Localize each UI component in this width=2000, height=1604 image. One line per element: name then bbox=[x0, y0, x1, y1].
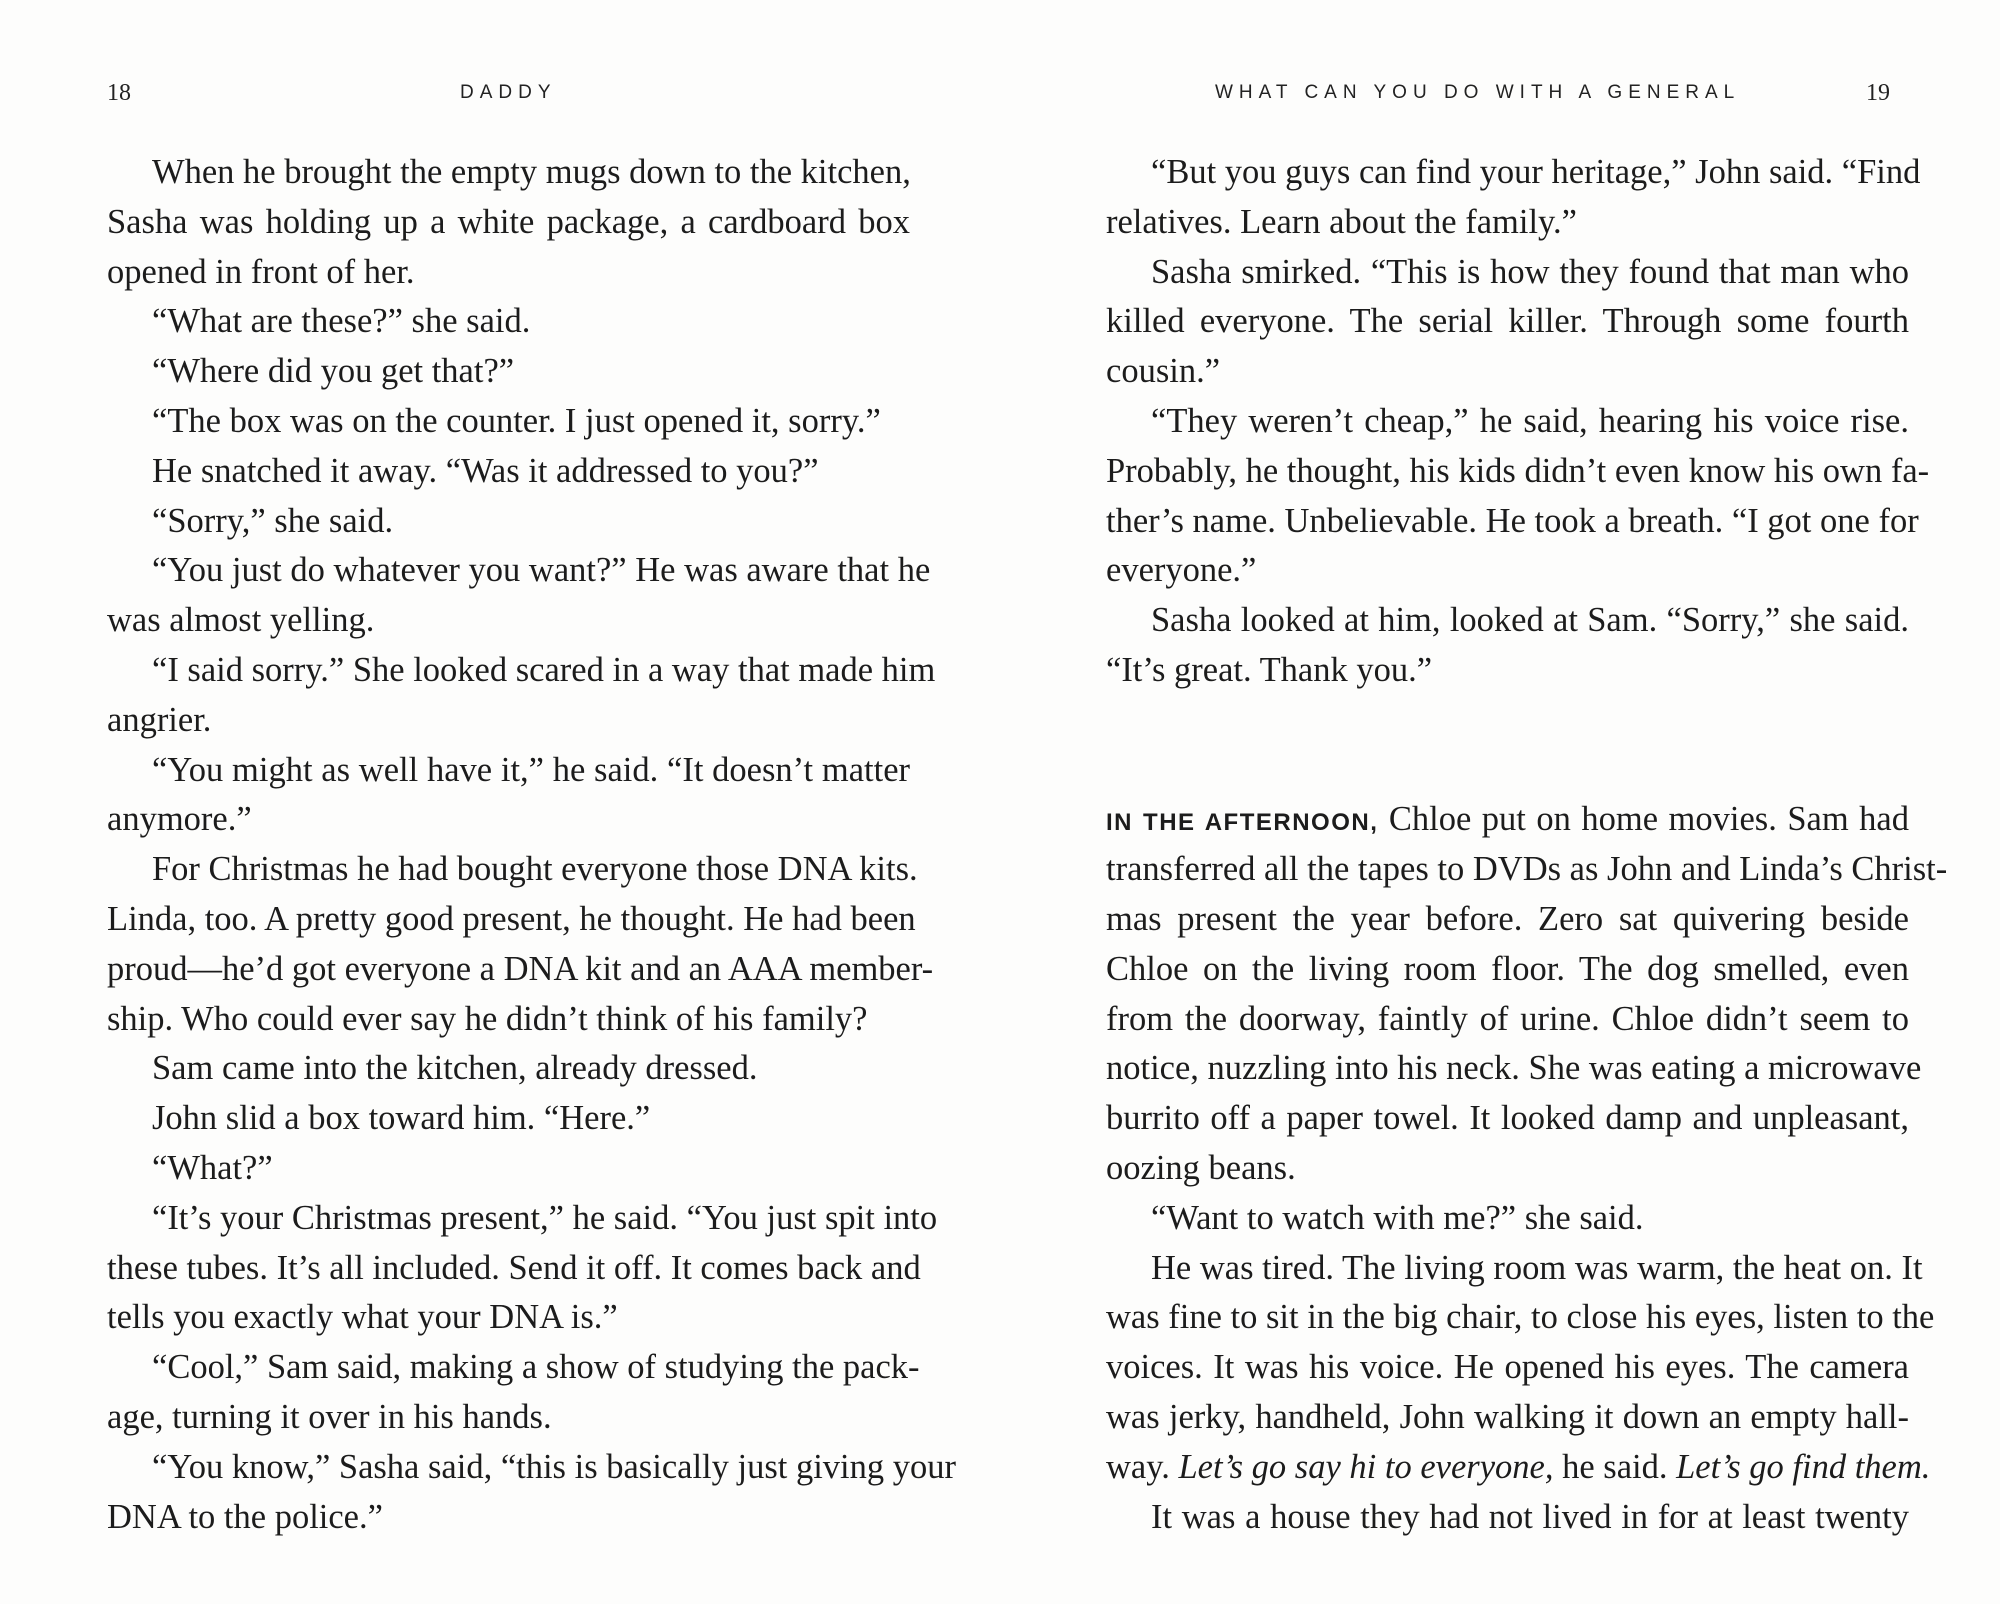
text-line: Chloe on the living room floor. The dog smelled, even bbox=[1106, 949, 1909, 988]
line-text: way. bbox=[1106, 1447, 1179, 1486]
line-text: he said. bbox=[1553, 1447, 1677, 1486]
text-line: mas present the year before. Zero sat quivering beside bbox=[1106, 899, 1909, 938]
text-line: oozing beans. bbox=[1106, 1148, 1296, 1187]
text-line: ther’s name. Unbelievable. He took a breath. “I got one for bbox=[1106, 501, 1919, 540]
text-line: “What?” bbox=[152, 1148, 273, 1187]
text-line bbox=[1106, 795, 1909, 845]
text-line: ship. Who could ever say he didn’t think of his family? bbox=[107, 999, 868, 1038]
italic-text: Let’s go say hi to everyone, bbox=[1178, 1447, 1554, 1486]
text-line: was fine to sit in the big chair, to close his eyes, listen to the bbox=[1106, 1298, 1935, 1337]
right-page bbox=[1000, 0, 2000, 1604]
text-line: “Sorry,” she said. bbox=[152, 501, 394, 540]
text-line: cousin.” bbox=[1106, 352, 1221, 391]
text-line: Sam came into the kitchen, already dressed. bbox=[152, 1049, 758, 1088]
text-line: burrito off a paper towel. It looked damp and unpleasant, bbox=[1106, 1099, 1909, 1138]
page-number: 18 bbox=[107, 80, 131, 106]
text-line: angrier. bbox=[107, 700, 212, 739]
text-line: “Cool,” Sam said, making a show of studying the pack- bbox=[152, 1348, 920, 1387]
body-text bbox=[107, 148, 956, 1542]
text-line: relatives. Learn about the family.” bbox=[1106, 202, 1577, 241]
text-line bbox=[1106, 746, 1909, 796]
page-number: 19 bbox=[1866, 80, 1890, 106]
text-line: Sasha was holding up a white package, a cardboard box bbox=[107, 202, 910, 241]
text-line: For Christmas he had bought everyone those DNA kits. bbox=[152, 850, 918, 889]
text-line: Sasha looked at him, looked at Sam. “Sorry,” she said. bbox=[1151, 601, 1909, 640]
text-line: notice, nuzzling into his neck. She was eating a microwave bbox=[1106, 1049, 1922, 1088]
text-line: “What are these?” she said. bbox=[152, 302, 531, 341]
line-text: Chloe put on home movies. Sam had bbox=[1378, 800, 1909, 839]
text-line: from the doorway, faintly of urine. Chloe didn’t seem to bbox=[1106, 999, 1909, 1038]
text-line: Linda, too. A pretty good present, he thought. He had been bbox=[107, 899, 916, 938]
text-line: these tubes. It’s all included. Send it off. It comes back and bbox=[107, 1248, 921, 1287]
text-line bbox=[1106, 696, 1909, 746]
text-line: tells you exactly what your DNA is.” bbox=[107, 1298, 618, 1337]
text-line: “I said sorry.” She looked scared in a way that made him bbox=[152, 650, 936, 689]
text-line: “It’s your Christmas present,” he said. “You just spit into bbox=[152, 1198, 938, 1237]
text-line: “You know,” Sasha said, “this is basically just giving your bbox=[152, 1447, 956, 1486]
text-line: DNA to the police.” bbox=[107, 1497, 383, 1536]
text-line: John slid a box toward him. “Here.” bbox=[152, 1099, 651, 1138]
text-line: “But you guys can find your heritage,” John said. “Find bbox=[1151, 153, 1921, 191]
text-line: age, turning it over in his hands. bbox=[107, 1397, 552, 1436]
text-line: “You might as well have it,” he said. “It doesn’t matter bbox=[152, 750, 910, 789]
text-line: When he brought the empty mugs down to the kitchen, bbox=[152, 153, 911, 191]
text-line: He was tired. The living room was warm, the heat on. It bbox=[1151, 1248, 1923, 1287]
text-line: He snatched it away. “Was it addressed to you?” bbox=[152, 451, 819, 490]
text-line: Probably, he thought, his kids didn’t even know his own fa- bbox=[1106, 451, 1930, 490]
text-line: “They weren’t cheap,” he said, hearing his voice rise. bbox=[1151, 401, 1909, 440]
body-text bbox=[1106, 148, 1948, 1542]
text-line: “The box was on the counter. I just opened it, sorry.” bbox=[152, 401, 881, 440]
text-line: transferred all the tapes to DVDs as John and Linda’s Christ- bbox=[1106, 850, 1948, 889]
running-head: WHAT CAN YOU DO WITH A GENERAL bbox=[1215, 82, 1741, 103]
running-head: DADDY bbox=[460, 82, 557, 103]
text-line: voices. It was his voice. He opened his eyes. The camera bbox=[1106, 1348, 1909, 1387]
text-line: anymore.” bbox=[107, 800, 252, 839]
text-line bbox=[1106, 1443, 1931, 1493]
text-line: “Want to watch with me?” she said. bbox=[1151, 1198, 1644, 1237]
text-line: Sasha smirked. “This is how they found that man who bbox=[1151, 252, 1909, 291]
text-line: “Where did you get that?” bbox=[152, 352, 515, 391]
text-line: opened in front of her. bbox=[107, 252, 415, 291]
text-line: everyone.” bbox=[1106, 551, 1257, 590]
italic-text: Let’s go find them. bbox=[1676, 1447, 1931, 1486]
text-line: “It’s great. Thank you.” bbox=[1106, 650, 1433, 689]
text-line: was almost yelling. bbox=[107, 601, 375, 640]
text-line: It was a house they had not lived in for at least twenty bbox=[1151, 1497, 1909, 1536]
text-line: was jerky, handheld, John walking it down an empty hall- bbox=[1106, 1397, 1909, 1436]
text-line: “You just do whatever you want?” He was aware that he bbox=[152, 551, 931, 590]
section-lead-in: IN THE AFTERNOON, bbox=[1106, 809, 1379, 837]
text-line: killed everyone. The serial killer. Through some fourth bbox=[1106, 302, 1909, 341]
text-line: proud—he’d got everyone a DNA kit and an AAA member- bbox=[107, 949, 934, 988]
